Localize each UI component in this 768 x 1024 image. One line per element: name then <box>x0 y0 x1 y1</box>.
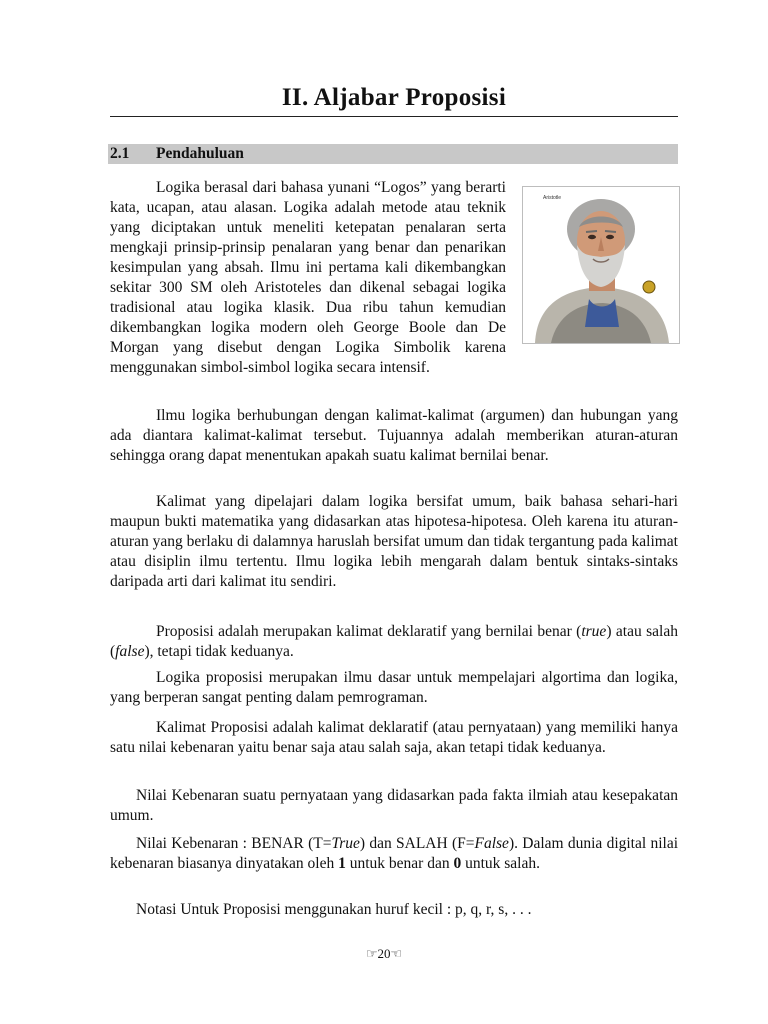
paragraph-truth-value: Nilai Kebenaran suatu pernyataan yang didasarkan pada fakta ilmiah atau kesepakatan umum. <box>110 787 678 824</box>
intro-text-4: yang disebut dengan Logika Simbolik karena menggunakan simbol-simbol logika secara intensif. <box>110 339 506 376</box>
intro-text-3: dan <box>445 319 488 336</box>
paragraph-logic-relations: Ilmu logika berhubungan dengan kalimat-kalimat (argumen) dan hubungan yang ada diantara kalimat-kalimat tersebut. Tujuannya adalah memberikan aturan-aturan sehingga orang dapat menentukan apakah suatu kalimat bernilai benar. <box>110 407 678 464</box>
paragraph-notation: Notasi Untuk Proposisi menggunakan huruf kecil : p, q, r, s, . . . <box>136 901 532 918</box>
truth-text-5: untuk salah. <box>461 855 540 872</box>
paragraph-proposition-definition <box>110 622 678 662</box>
paragraph-intro <box>110 178 678 378</box>
right-ornament-icon: ☜ <box>390 946 403 961</box>
chapter-title: II. Aljabar Proposisi <box>281 84 507 111</box>
left-ornament-icon: ☞ <box>365 946 378 961</box>
portrait-caption: Aristotle <box>543 195 562 201</box>
digit-zero: 0 <box>453 855 462 872</box>
paragraph-propositional-logic: Logika proposisi merupakan ilmu dasar untuk mempelajari algortima dan logika, yang berperan sangat penting dalam pemrograman. <box>110 669 678 706</box>
truth-text-2: ) dan SALAH (F= <box>359 835 475 852</box>
truth-text-3: ). Dalam dunia digital nilai kebenaran biasanya dinyatakan oleh <box>110 835 679 872</box>
section-heading <box>108 144 678 164</box>
section-number: 2.1 <box>110 145 130 162</box>
title-underline <box>110 116 678 117</box>
truth-text-4: untuk benar dan <box>345 855 454 872</box>
paragraph-truth-values-digital <box>110 834 678 874</box>
page-number-value: 20 <box>377 946 391 961</box>
name-de-morgan: De Morgan <box>110 319 507 356</box>
portrait-wrap-space <box>506 178 678 348</box>
prop-text-3: ), tetapi tidak keduanya. <box>144 643 294 660</box>
paragraph-proposition-sentence: Kalimat Proposisi adalah kalimat deklaratif (atau pernyataan) yang memiliki hanya satu nilai kebenaran yaitu benar saja atau salah saja, akan tetapi tidak keduanya. <box>110 719 678 756</box>
paragraph-logic-sentences: Kalimat yang dipelajari dalam logika bersifat umum, baik bahasa sehari-hari maupun bukti matematika yang didasarkan atas hipotesa-hipotesa. Oleh karena itu aturan-aturan yang berlaku di dalamnya haruslah bersifat umum dan tidak tergantung pada kalimat atau disiplin ilmu tertentu. Ilmu logika lebih mengarah dalam bentuk sintaks-sintaks daripada arti dari kalimat itu sendiri. <box>110 493 678 590</box>
truth-text-1: Nilai Kebenaran : BENAR (T= <box>136 835 332 852</box>
intro-text-2: dan dikenal sebagai logika tradisional atau logika klasik. Dua ribu tahun kemudian dikembangkan logika modern oleh <box>110 279 506 336</box>
digit-one: 1 <box>338 855 346 872</box>
word-false-value: False <box>474 835 509 852</box>
intro-text-1: Logika berasal dari bahasa yunani “Logos” yang berarti kata, ucapan, atau alasan. Logika adalah metode atau teknik yang diciptakan untuk meneliti ketepatan penalaran serta mengkaji prinsip-prinsip penalaran yang benar dan penarikan kesimpulan yang absah. Ilmu ini pertama kali dikembangkan sekitar 300 SM oleh <box>110 179 506 296</box>
prop-text-2: ) atau salah ( <box>110 623 678 660</box>
word-false: false <box>115 643 145 660</box>
word-true: true <box>581 623 607 640</box>
page-number <box>0 946 768 962</box>
section-name: Pendahuluan <box>156 145 244 162</box>
word-true-value: True <box>331 835 360 852</box>
name-aristoteles: Aristoteles <box>254 279 322 296</box>
prop-text-1: Proposisi adalah merupakan kalimat deklaratif yang bernilai benar ( <box>156 623 582 640</box>
name-george-boole: George Boole <box>353 319 446 336</box>
